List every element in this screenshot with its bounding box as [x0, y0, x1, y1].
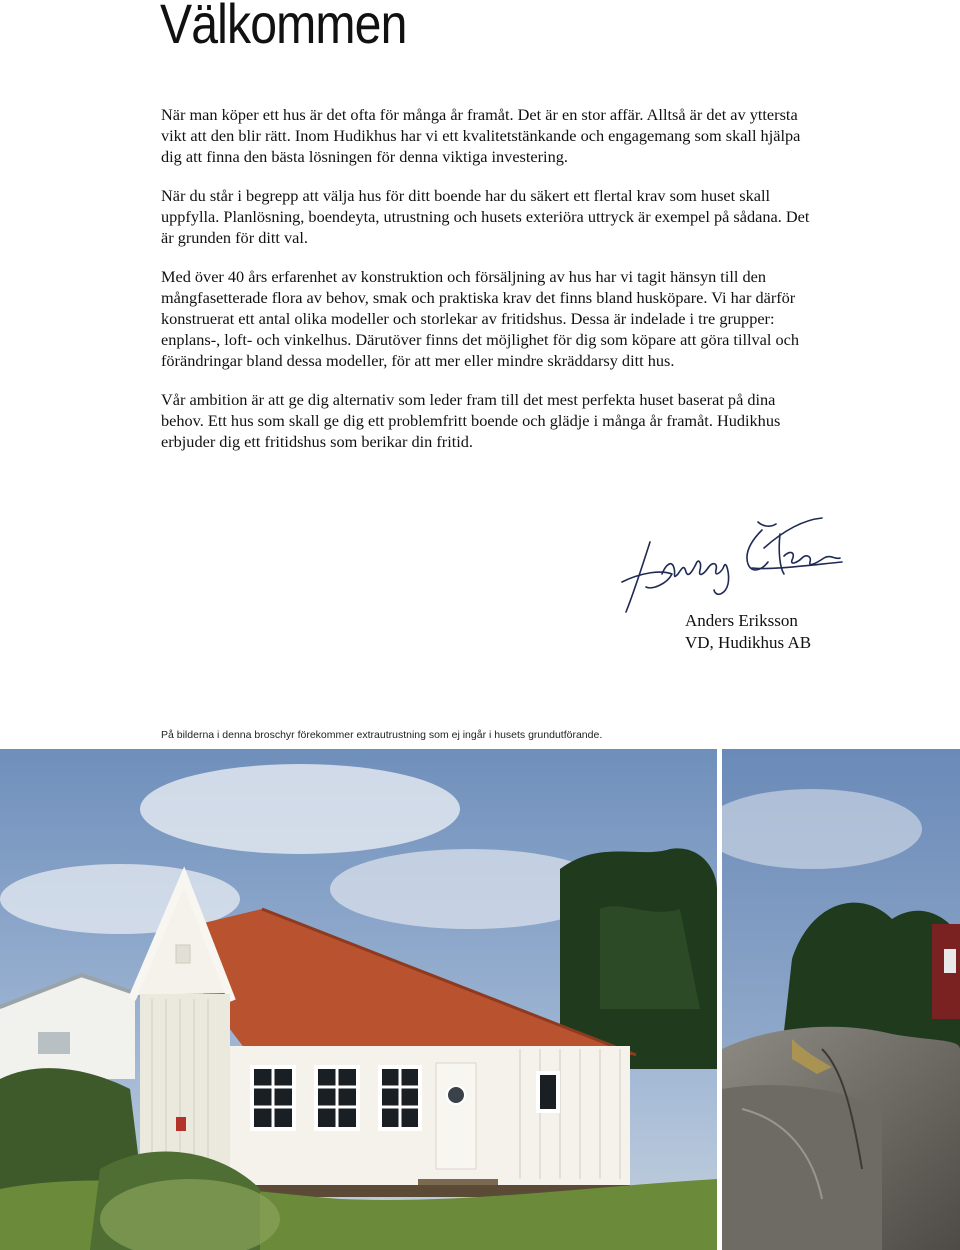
signature	[612, 512, 852, 622]
paragraph: Med över 40 års erfarenhet av konstruktion och försäljning av hus har vi tagit hänsyn till den mångfasetterade flora av behov, smak och praktiska krav det finns bland husköpare. Vi har därför konstruerat ett antal olika modeller och storlekar av fritidshus. Dessa är indelade i tre grupper: enplans-, loft- och vinkelhus. Därutöver finns det möjlighet för dig som köpare att göra tillval och förändringar bland dessa modeller, för att mer eller mindre skräddarsy ditt hus.	[161, 267, 799, 370]
house-photo	[0, 749, 717, 1250]
intro-text	[161, 104, 821, 470]
signer-title: VD, Hudikhus AB	[685, 633, 812, 652]
paragraph: När man köper ett hus är det ofta för många år framåt. Det är en stor affär. Alltså är det av yttersta vikt att den blir rätt. Inom Hudikhus har vi ett kvalitetstänkande och engagemang som skall hjälpa dig att finna den bästa lösningen för denna viktiga investering.	[161, 105, 801, 166]
paragraph: När du står i begrepp att välja hus för ditt boende har du säkert ett flertal krav som huset skall uppfylla. Planlösning, boendeyta, utrustning och husets exteriöra uttryck är exempel på sådana. Det är grunden för ditt val.	[161, 186, 810, 247]
signer-block	[685, 610, 811, 654]
paragraph: Vår ambition är att ge dig alternativ som leder fram till det mest perfekta huset baserat på dina behov. Ett hus som skall ge dig ett problemfritt boende och glädje i många år framåt. Hudikhus erbjuder dig ett fritidshus som berikar din fritid.	[161, 390, 781, 451]
rock-photo	[722, 749, 960, 1250]
photo-disclaimer: På bilderna i denna broschyr förekommer extrautrustning som ej ingår i husets grundutförande.	[161, 729, 603, 741]
signer-name: Anders Eriksson	[685, 611, 798, 630]
page-title: Välkommen	[160, 0, 407, 55]
